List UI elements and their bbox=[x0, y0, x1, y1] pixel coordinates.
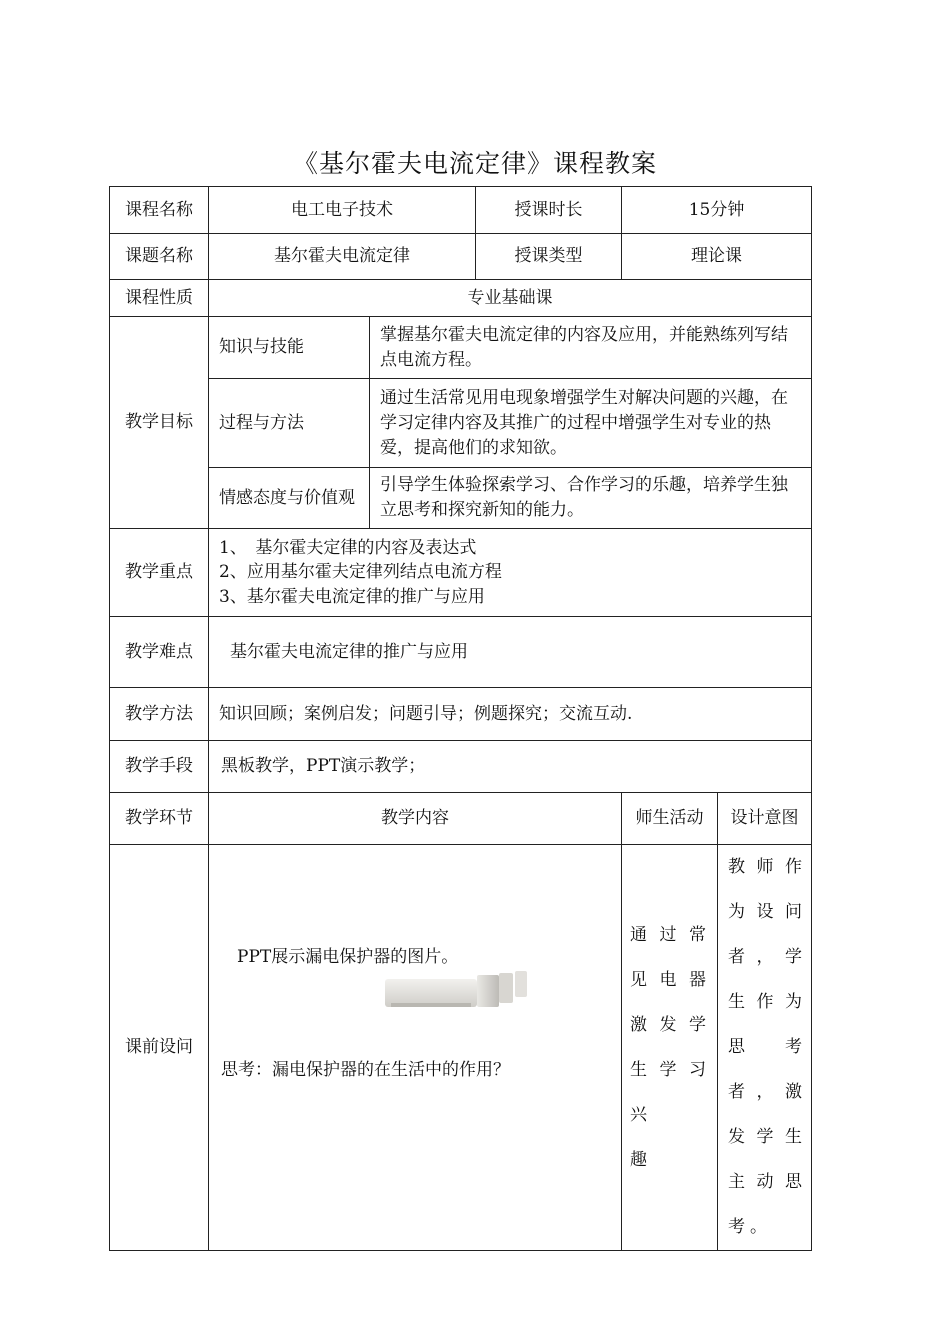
difficulty-text: 基尔霍夫电流定律的推广与应用 bbox=[209, 617, 812, 688]
nature-value: 专业基础课 bbox=[209, 280, 812, 317]
row-key-points bbox=[110, 529, 812, 617]
row-pre-class bbox=[110, 845, 812, 1251]
row-stage-header bbox=[110, 793, 812, 845]
objective-row-attitude bbox=[110, 468, 812, 529]
objective-process-label: 过程与方法 bbox=[209, 379, 370, 468]
methods-label: 教学方法 bbox=[110, 688, 209, 741]
objectives-label: 教学目标 bbox=[110, 317, 209, 529]
key-point-item: 3、基尔霍夫电流定律的推广与应用 bbox=[219, 586, 485, 607]
course-name-value: 电工电子技术 bbox=[209, 187, 476, 234]
topic-label: 课题名称 bbox=[110, 234, 209, 280]
type-value: 理论课 bbox=[622, 234, 812, 280]
row-means bbox=[110, 741, 812, 793]
pre-class-stage: 课前设问 bbox=[110, 845, 209, 1251]
objective-knowledge-label: 知识与技能 bbox=[209, 317, 370, 379]
key-point-item: 1、 基尔霍夫定律的内容及表达式 bbox=[219, 537, 477, 558]
pre-class-content bbox=[209, 845, 622, 1251]
duration-value: 15分钟 bbox=[622, 187, 812, 234]
difficulty-label: 教学难点 bbox=[110, 617, 209, 688]
document-title: 《基尔霍夫电流定律》课程教案 bbox=[292, 149, 657, 178]
objective-process-text: 通过生活常见用电现象增强学生对解决问题的兴趣，在学习定律内容及其推广的过程中增强学生对专业的热爱，提高他们的求知欲。 bbox=[370, 379, 812, 468]
row-nature bbox=[110, 280, 812, 317]
row-difficulty bbox=[110, 617, 812, 688]
row-methods bbox=[110, 688, 812, 741]
objective-row-process bbox=[110, 379, 812, 468]
methods-text: 知识回顾；案例启发；问题引导；例题探究；交流互动. bbox=[209, 688, 812, 741]
pre-class-activity: 通过常见电器激发学生学习兴 趣 bbox=[622, 845, 718, 1251]
pre-class-content-line1: PPT展示漏电保护器的图片。 bbox=[237, 947, 459, 967]
row-topic bbox=[110, 234, 812, 280]
means-label: 教学手段 bbox=[110, 741, 209, 793]
row-course-name bbox=[110, 187, 812, 234]
objective-attitude-label: 情感态度与价值观 bbox=[209, 468, 370, 529]
leakage-protector-image bbox=[385, 971, 535, 1009]
topic-value: 基尔霍夫电流定律 bbox=[209, 234, 476, 280]
activity-header: 师生活动 bbox=[622, 793, 718, 845]
duration-label: 授课时长 bbox=[476, 187, 622, 234]
nature-label: 课程性质 bbox=[110, 280, 209, 317]
objective-knowledge-text: 掌握基尔霍夫电流定律的内容及应用，并能熟练列写结点电流方程。 bbox=[370, 317, 812, 379]
course-name-label: 课程名称 bbox=[110, 187, 209, 234]
type-label: 授课类型 bbox=[476, 234, 622, 280]
content-header: 教学内容 bbox=[209, 793, 622, 845]
key-point-item: 2、应用基尔霍夫定律列结点电流方程 bbox=[219, 562, 502, 583]
stage-header: 教学环节 bbox=[110, 793, 209, 845]
key-points-list bbox=[209, 529, 812, 617]
objective-attitude-text: 引导学生体验探索学习、合作学习的乐趣，培养学生独立思考和探究新知的能力。 bbox=[370, 468, 812, 529]
pre-class-intent: 教师作为设问者，学生作为思考者，激发学生主动思考。 bbox=[718, 845, 812, 1251]
pre-class-content-line2: 思考：漏电保护器的在生活中的作用？ bbox=[221, 1060, 510, 1080]
lesson-plan-table bbox=[109, 186, 812, 1251]
intent-header: 设计意图 bbox=[718, 793, 812, 845]
key-points-label: 教学重点 bbox=[110, 529, 209, 617]
objective-row-knowledge bbox=[110, 317, 812, 379]
means-text: 黑板教学，PPT演示教学； bbox=[209, 741, 812, 793]
